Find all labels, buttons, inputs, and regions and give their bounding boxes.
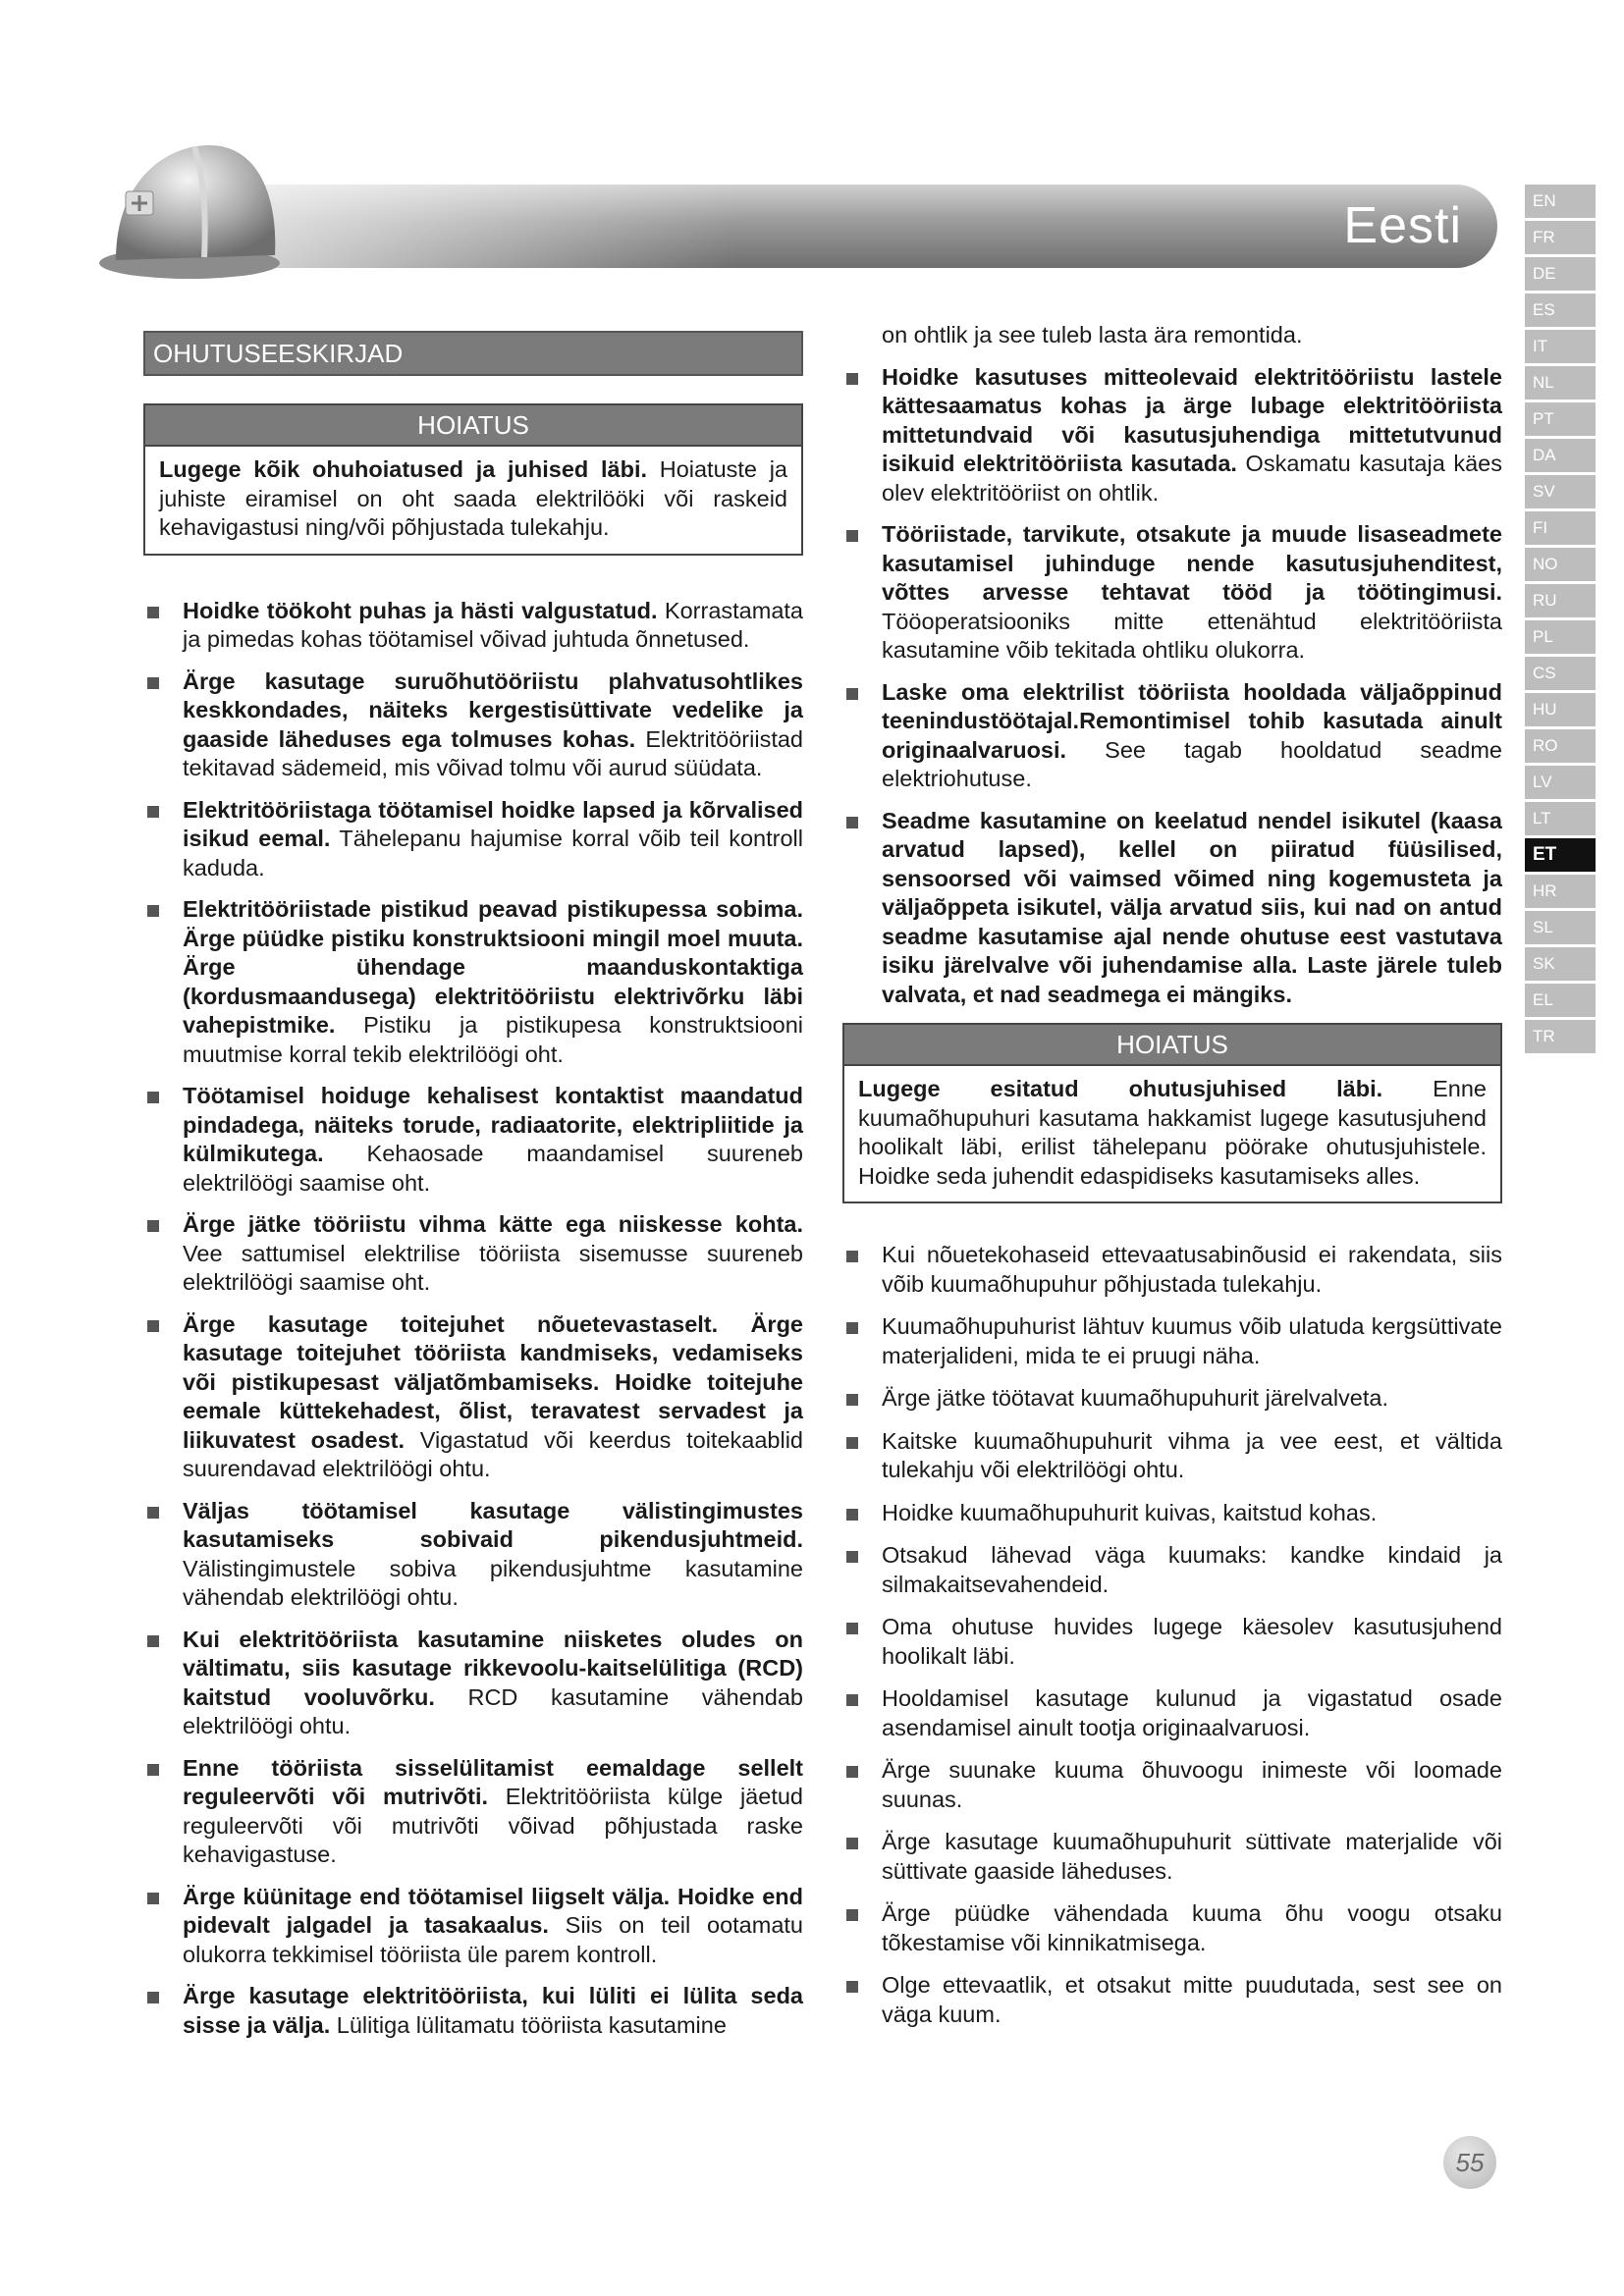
list-item: Kui elektritööriista kasutamine niisketes oludes on vältimatu, siis kasutage rikkevoolu-kaitselülitiga (RCD) kaitstud vooluvõrku. RCD kasutamine vähendab elektrilöögi ohtu. <box>143 1626 803 1741</box>
list-item: Laske oma elektrilist tööriista hooldada väljaõppinud teenindustöötajal.Remontimisel tohib kasutada ainult originaalvaruosi. See tagab hooldatud seadme elektriohutuse. <box>842 678 1502 794</box>
page-number: 55 <box>1443 2136 1496 2189</box>
language-tab-pl[interactable]: PL <box>1525 620 1596 654</box>
language-tab-es[interactable]: ES <box>1525 294 1596 327</box>
language-tab-el[interactable]: EL <box>1525 984 1596 1017</box>
square-bullet-icon <box>846 1909 858 1921</box>
square-bullet-icon <box>846 1437 858 1449</box>
warning-title: HOIATUS <box>145 405 801 447</box>
square-bullet-icon <box>147 1507 159 1519</box>
square-bullet-icon <box>147 1220 159 1232</box>
square-bullet-icon <box>147 806 159 818</box>
language-tab-no[interactable]: NO <box>1525 548 1596 581</box>
square-bullet-icon <box>147 1992 159 2003</box>
left-safety-list <box>143 597 803 2041</box>
list-item: Tööriistade, tarvikute, otsakute ja muude lisaseadmete kasutamisel juhinduge nende kasutusjuhenditest, võttes arvesse tehtavat tööd ja töötingimusi. Tööoperatsiooniks mitte ettenähtud elektritööriista kasutamine võib tekitada ohtliku olukorra. <box>842 520 1502 666</box>
square-bullet-icon <box>846 1694 858 1706</box>
list-item: Kaitske kuumaõhupuhurit vihma ja vee eest, et vältida tulekahju või elektrilöögi ohtu. <box>842 1427 1502 1485</box>
square-bullet-icon <box>147 905 159 917</box>
list-item: Töötamisel hoiduge kehalisest kontaktist maandatud pindadega, näiteks torude, radiaatorite, elektripliitide ja külmikutega. Kehaosade maandamisel suureneb elektrilöögi saamise oht. <box>143 1082 803 1198</box>
language-tab-it[interactable]: IT <box>1525 330 1596 363</box>
page-language-title: Eesti <box>1343 197 1462 254</box>
safety-helmet-icon <box>96 137 293 285</box>
square-bullet-icon <box>846 1322 858 1334</box>
square-bullet-icon <box>147 1092 159 1103</box>
warning-text: Lugege kõik ohuhoiatused ja juhised läbi. Hoiatuste ja juhiste eiramisel on oht saada elektrilööki või raskeid kehavigastusi ning/või põhjustada tulekahju. <box>159 456 787 540</box>
warning-box <box>143 403 803 556</box>
language-tab-hu[interactable]: HU <box>1525 693 1596 726</box>
language-tab-sk[interactable]: SK <box>1525 947 1596 981</box>
list-item: Enne tööriista sisselülitamist eemaldage sellelt reguleervõti või mutrivõti. Elektritööriista külge jäetud reguleervõti või mutrivõti võivad põhjustada raske kehavigastuse. <box>143 1754 803 1870</box>
list-item: Ärge kasutage elektritööriista, kui lüliti ei lülita seda sisse ja välja. Lülitiga lülitamatu tööriista kasutamine <box>143 1982 803 2040</box>
list-item: Elektritööriistade pistikud peavad pistikupessa sobima. Ärge püüdke pistiku konstruktsiooni mingil moel muuta. Ärge ühendage maanduskontaktiga (kordusmaandusega) elektritööriistu elektrivõrku läbi vahepistmike. Pistiku ja pistikupesa konstruktsiooni muutmise korral tekib elektrilöögi oht. <box>143 895 803 1069</box>
square-bullet-icon <box>846 373 858 385</box>
square-bullet-icon <box>147 1635 159 1647</box>
list-item: Seadme kasutamine on keelatud nendel isikutel (kaasa arvatud lapsed), kellel on piiratud füüsilised, sensoorsed või vaimsed võimed ning kogemusteta ja väljaõppeta isikutel, välja arvatud siis, kui nad on antud seadme kasutamise ajal nende ohutuse eest vastutava isiku järelvalve või juhendamise alla. Laste järele tuleb valvata, et nad seadmega ei mängiks. <box>842 807 1502 1010</box>
list-item: Kui nõuetekohaseid ettevaatusabinõusid ei rakendata, siis võib kuumaõhupuhur põhjustada tulekahju. <box>842 1241 1502 1299</box>
list-item: Hoidke kuumaõhupuhurit kuivas, kaitstud kohas. <box>842 1499 1502 1528</box>
square-bullet-icon <box>846 817 858 828</box>
list-item: Väljas töötamisel kasutage välistingimustes kasutamiseks sobivaid pikendusjuhtmeid. Välistingimustele sobiva pikendusjuhtme kasutamine vähendab elektrilöögi ohtu. <box>143 1497 803 1613</box>
square-bullet-icon <box>846 1766 858 1778</box>
left-column <box>143 331 803 2053</box>
square-bullet-icon <box>846 530 858 542</box>
square-bullet-icon <box>846 1623 858 1634</box>
square-bullet-icon <box>846 1838 858 1849</box>
list-item: Ärge küünitage end töötamisel liigselt välja. Hoidke end pidevalt jalgadel ja tasakaalus. Siis on teil ootamatu olukorra tekkimisel tööriista üle parem kontroll. <box>143 1883 803 1970</box>
language-tab-cs[interactable]: CS <box>1525 657 1596 690</box>
list-item: Ärge jätke tööriistu vihma kätte ega niiskesse kohta. Vee sattumisel elektrilise tööriista sisemusse suureneb elektrilöögi saamise oht. <box>143 1210 803 1298</box>
language-tab-nl[interactable]: NL <box>1525 366 1596 400</box>
language-tab-fi[interactable]: FI <box>1525 511 1596 545</box>
warning-box-2 <box>842 1023 1502 1203</box>
language-tab-fr[interactable]: FR <box>1525 221 1596 254</box>
right-column <box>842 321 1502 2043</box>
square-bullet-icon <box>846 1509 858 1521</box>
language-tab-et[interactable]: ET <box>1525 838 1596 872</box>
square-bullet-icon <box>846 1394 858 1406</box>
language-tab-sv[interactable]: SV <box>1525 475 1596 508</box>
section-title: OHUTUSEESKIRJAD <box>143 331 803 376</box>
language-tab-de[interactable]: DE <box>1525 257 1596 291</box>
language-tab-hr[interactable]: HR <box>1525 875 1596 908</box>
language-tab-ro[interactable]: RO <box>1525 729 1596 763</box>
square-bullet-icon <box>846 1551 858 1563</box>
language-tab-pt[interactable]: PT <box>1525 402 1596 436</box>
list-item: Ärge suunake kuuma õhuvoogu inimeste või loomade suunas. <box>842 1756 1502 1814</box>
list-item: Hoidke kasutuses mitteolevaid elektritööriistu lastele kättesaamatus kohas ja ärge lubage elektritööriista mittetundvaid või kasutusjuhendiga mittetutvunud isikuid elektritööriista kasutada. Oskamatu kasutaja käes olev elektritööriist on ohtlik. <box>842 363 1502 508</box>
list-item: Hooldamisel kasutage kulunud ja vigastatud osade asendamisel ainult tootja originaalvaruosi. <box>842 1684 1502 1742</box>
language-tab-lt[interactable]: LT <box>1525 802 1596 835</box>
list-item: Hoidke töökoht puhas ja hästi valgustatud. Korrastamata ja pimedas kohas töötamisel võivad juhtuda õnnetused. <box>143 597 803 655</box>
list-item: Ärge püüdke vähendada kuuma õhu voogu otsaku tõkestamise või kinnikatmisega. <box>842 1899 1502 1957</box>
language-tab-sl[interactable]: SL <box>1525 911 1596 944</box>
language-tab-tr[interactable]: TR <box>1525 1020 1596 1053</box>
square-bullet-icon <box>846 688 858 700</box>
language-tabs <box>1525 185 1596 1056</box>
square-bullet-icon <box>147 677 159 689</box>
square-bullet-icon <box>846 1981 858 1993</box>
list-item: Elektritööriistaga töötamisel hoidke lapsed ja kõrvalised isikud eemal. Tähelepanu hajumise korral võib teil kontroll kaduda. <box>143 796 803 883</box>
continued-text: on ohtlik ja see tuleb lasta ära remontida. <box>882 322 1303 347</box>
list-item: Ärge kasutage kuumaõhupuhurit süttivate materjalide või süttivate gaaside läheduses. <box>842 1828 1502 1886</box>
right-safety-list <box>842 363 1502 1010</box>
list-item: Ärge jätke töötavat kuumaõhupuhurit järelvalveta. <box>842 1384 1502 1414</box>
square-bullet-icon <box>846 1251 858 1262</box>
warning-text-2: Lugege esitatud ohutusjuhised läbi. Enne kuumaõhupuhuri kasutama hakkamist lugege kasutusjuhend hoolikalt läbi, erilist tähelepanu pöörake ohutusjuhistele. Hoidke seda juhendit edaspidiseks kasutamiseks alles. <box>858 1076 1487 1189</box>
language-tab-en[interactable]: EN <box>1525 185 1596 218</box>
heat-gun-safety-list <box>842 1241 1502 2029</box>
language-tab-ru[interactable]: RU <box>1525 584 1596 617</box>
warning-title-2: HOIATUS <box>844 1025 1500 1066</box>
square-bullet-icon <box>147 607 159 618</box>
list-item: Otsakud lähevad väga kuumaks: kandke kindaid ja silmakaitsevahendeid. <box>842 1541 1502 1599</box>
list-item: Olge ettevaatlik, et otsakut mitte puudutada, sest see on väga kuum. <box>842 1971 1502 2029</box>
list-item: Kuumaõhupuhurist lähtuv kuumus võib ulatuda kergsüttivate materjalideni, mida te ei pruugi näha. <box>842 1312 1502 1370</box>
square-bullet-icon <box>147 1893 159 1904</box>
list-item: Oma ohutuse huvides lugege käesolev kasutusjuhend hoolikalt läbi. <box>842 1613 1502 1671</box>
list-item: Ärge kasutage suruõhutööriistu plahvatusohtlikes keskkondades, näiteks kergestisüttivate vedelike ja gaaside läheduses ega tolmuses kohas. Elektritööriistad tekitavad sädemeid, mis võivad tolmu või aurud süüdata. <box>143 667 803 783</box>
square-bullet-icon <box>147 1764 159 1776</box>
list-item: Ärge kasutage toitejuhet nõuetevastaselt. Ärge kasutage toitejuhet tööriista kandmiseks, vedamiseks või pistikupesast väljatõmbamiseks. Hoidke toitejuhe eemale küttekehadest, õlist, teravatest servadest ja liikuvatest osadest. Vigastatud või keerdus toitekaablid suurendavad elektrilöögi ohtu. <box>143 1310 803 1484</box>
language-tab-da[interactable]: DA <box>1525 439 1596 472</box>
square-bullet-icon <box>147 1320 159 1332</box>
language-tab-lv[interactable]: LV <box>1525 766 1596 799</box>
